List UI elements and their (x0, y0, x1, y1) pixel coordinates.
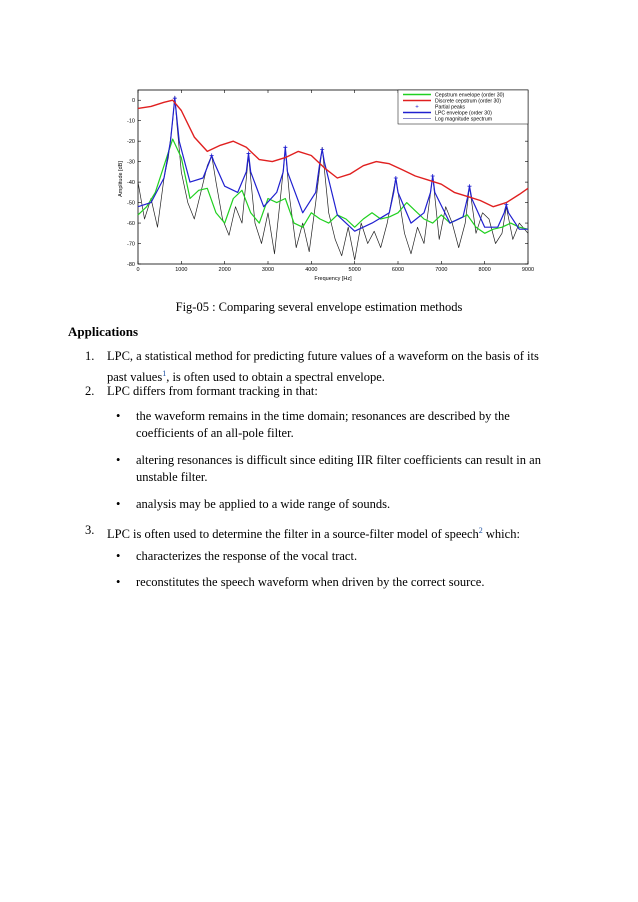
bullet-icon: • (116, 497, 121, 511)
x-tick-label: 1000 (175, 267, 188, 273)
y-tick-label: -60 (127, 221, 135, 228)
list-number: 2. (85, 384, 95, 398)
x-tick-label: 7000 (435, 267, 448, 273)
list-item-3 (107, 522, 520, 543)
x-tick-label: 0 (136, 267, 140, 273)
x-tick-label: 8000 (478, 267, 491, 273)
section-heading: Applications (68, 324, 139, 339)
list-item-1 (107, 348, 539, 386)
x-tick-label: 3000 (261, 267, 275, 273)
bullet-text: coefficients of an all-pole filter. (136, 426, 294, 440)
x-tick-label: 6000 (391, 267, 405, 273)
y-tick-label: 0 (131, 98, 135, 105)
x-tick-label: 2000 (218, 267, 231, 273)
y-tick-label: -80 (127, 262, 135, 268)
bullet-icon: • (116, 575, 121, 589)
list-item-text-part: LPC is often used to determine the filter in a source-filter model of speech (107, 527, 479, 541)
legend-label-cepstrum: Cepstrum envelope (order 30) (435, 92, 505, 99)
y-tick-label: -20 (127, 139, 135, 146)
bullet-text: altering resonances is difficult since editing IIR filter coefficients can result in an (136, 453, 541, 467)
footnote-ref-2[interactable]: 2 (478, 526, 483, 535)
bullet-text: unstable filter. (136, 470, 208, 484)
legend (398, 90, 528, 124)
y-tick-label: -30 (127, 159, 135, 166)
y-axis-label: Amplitude [dB] (118, 161, 124, 197)
y-tick-label: -10 (127, 118, 135, 125)
bullet-item (136, 408, 510, 442)
legend-label-lpc: LPC envelope (order 30) (435, 110, 492, 117)
list-item-text-part: , is often used to obtain a spectral envelope. (166, 370, 385, 384)
envelope-figure (113, 84, 535, 284)
list-item-text-part: which: (482, 527, 520, 541)
list-item-text-part: past values (107, 370, 163, 384)
legend-label-discrete: Discrete cepstrum (order 30) (435, 98, 502, 105)
footnote-ref-1[interactable]: 1 (162, 369, 167, 378)
x-tick-label: 9000 (521, 267, 535, 273)
legend-marker-peaks: + (415, 104, 419, 111)
x-axis-label: Frequency [Hz] (314, 276, 352, 282)
legend-label-peaks: Partial peaks (435, 104, 465, 111)
bullet-item: analysis may be applied to a wide range of sounds. (136, 497, 391, 511)
list-item-2: LPC differs from formant tracking in that: (107, 384, 318, 398)
bullet-item: characterizes the response of the vocal tract. (136, 549, 358, 563)
bullet-item (136, 452, 541, 486)
x-tick-label: 5000 (348, 267, 361, 273)
y-tick-label: -50 (127, 200, 135, 207)
y-tick-label: -40 (127, 180, 135, 187)
list-number: 1. (85, 349, 95, 363)
bullet-icon: • (116, 409, 121, 423)
bullet-icon: • (116, 453, 121, 467)
y-tick-label: -70 (127, 241, 135, 248)
bullet-icon: • (116, 549, 121, 563)
bullet-item: reconstitutes the speech waveform when driven by the correct source. (136, 575, 485, 589)
bullet-text: the waveform remains in the time domain; resonances are described by the (136, 409, 510, 423)
list-item-text: LPC, a statistical method for predicting future values of a waveform on the basis of its (107, 349, 539, 363)
figure-caption: Fig-05 : Comparing several envelope estimation methods (175, 300, 463, 314)
x-tick-label: 4000 (305, 267, 318, 273)
legend-label-logmag: Log magnitude spectrum (435, 116, 493, 123)
list-number: 3. (85, 523, 95, 537)
